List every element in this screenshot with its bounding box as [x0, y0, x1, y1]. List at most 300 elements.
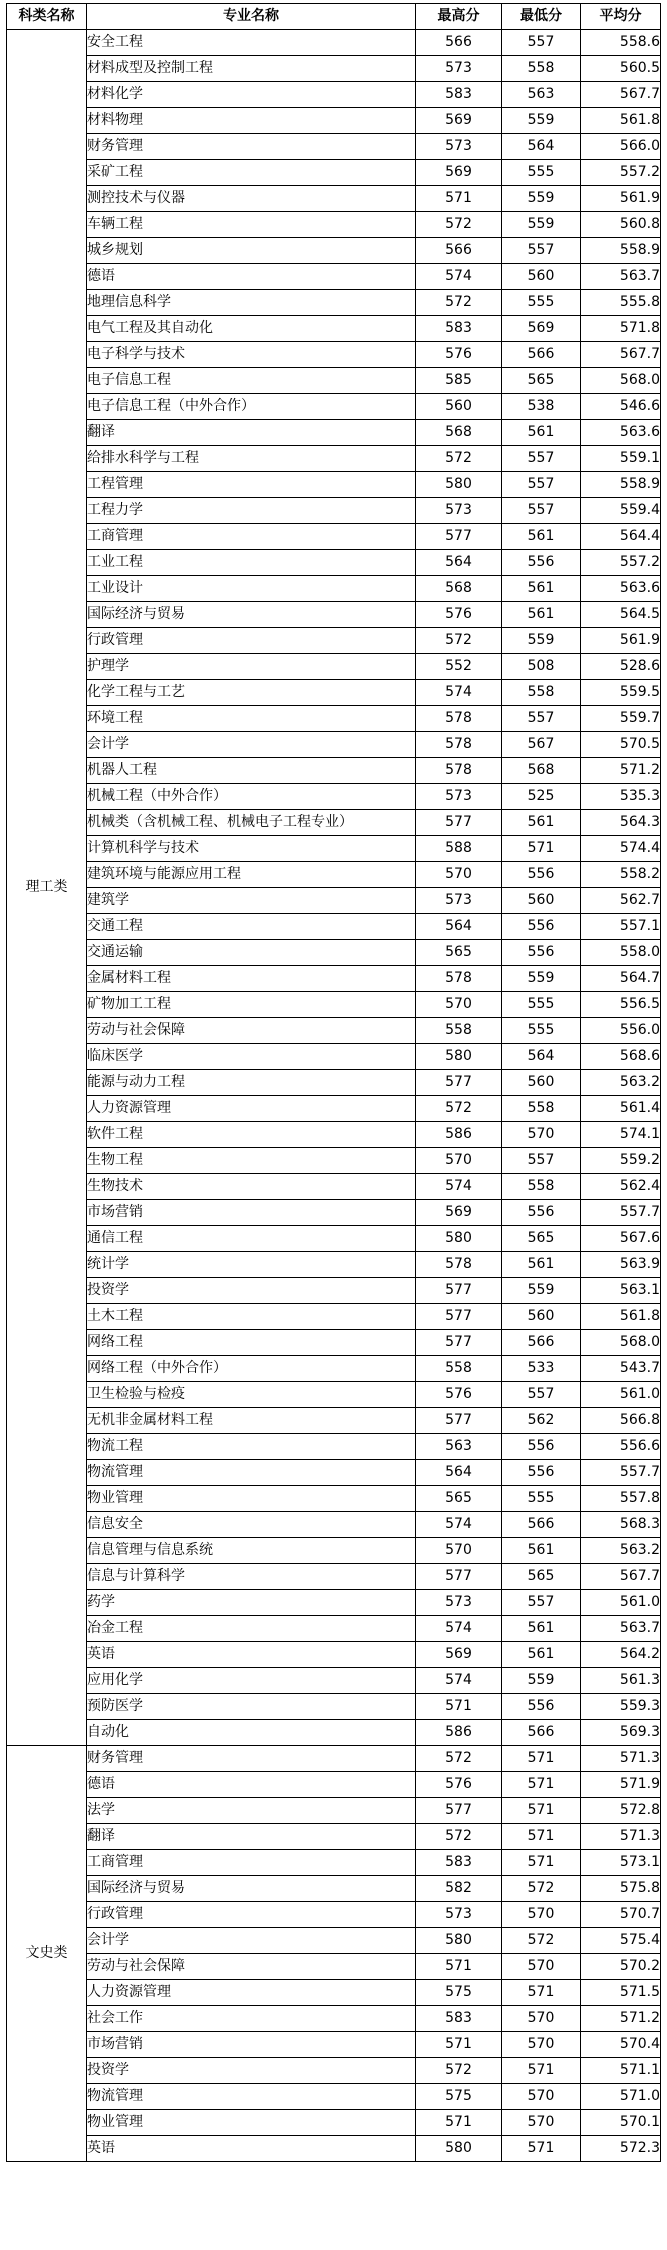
max-score-cell: 568	[416, 420, 502, 446]
table-row	[7, 2084, 661, 2110]
avg-score-cell: 561.8	[581, 1304, 661, 1330]
table-row	[7, 1356, 661, 1382]
max-score-cell: 564	[416, 914, 502, 940]
min-score-cell: 508	[502, 654, 581, 680]
table-row	[7, 940, 661, 966]
avg-score-cell: 561.4	[581, 1096, 661, 1122]
major-name-cell: 投资学	[87, 2058, 416, 2084]
major-name-cell: 工程管理	[87, 472, 416, 498]
avg-score-cell: 569.3	[581, 1720, 661, 1746]
header-row	[7, 4, 661, 30]
min-score-cell: 557	[502, 472, 581, 498]
major-name-cell: 国际经济与贸易	[87, 602, 416, 628]
min-score-cell: 556	[502, 1200, 581, 1226]
max-score-cell: 575	[416, 2084, 502, 2110]
major-name-cell: 软件工程	[87, 1122, 416, 1148]
major-name-cell: 人力资源管理	[87, 1096, 416, 1122]
max-score-cell: 578	[416, 966, 502, 992]
table-row	[7, 1174, 661, 1200]
avg-score-cell: 555.8	[581, 290, 661, 316]
avg-score-cell: 567.6	[581, 1226, 661, 1252]
avg-score-cell: 557.7	[581, 1200, 661, 1226]
avg-score-cell: 563.7	[581, 264, 661, 290]
max-score-cell: 558	[416, 1356, 502, 1382]
avg-score-cell: 563.1	[581, 1278, 661, 1304]
avg-score-cell: 559.4	[581, 498, 661, 524]
max-score-cell: 577	[416, 810, 502, 836]
avg-score-cell: 571.2	[581, 758, 661, 784]
min-score-cell: 565	[502, 1564, 581, 1590]
avg-score-cell: 571.3	[581, 1746, 661, 1772]
table-row	[7, 1746, 661, 1772]
avg-score-cell: 535.3	[581, 784, 661, 810]
max-score-cell: 577	[416, 1070, 502, 1096]
min-score-cell: 568	[502, 758, 581, 784]
min-score-cell: 559	[502, 1668, 581, 1694]
max-score-cell: 563	[416, 1434, 502, 1460]
max-score-cell: 588	[416, 836, 502, 862]
major-name-cell: 市场营销	[87, 2032, 416, 2058]
min-score-cell: 559	[502, 212, 581, 238]
major-name-cell: 劳动与社会保障	[87, 1954, 416, 1980]
max-score-cell: 572	[416, 290, 502, 316]
table-row	[7, 1070, 661, 1096]
table-row	[7, 1642, 661, 1668]
major-name-cell: 劳动与社会保障	[87, 1018, 416, 1044]
max-score-cell: 573	[416, 498, 502, 524]
max-score-cell: 569	[416, 108, 502, 134]
max-score-cell: 572	[416, 446, 502, 472]
min-score-cell: 567	[502, 732, 581, 758]
major-name-cell: 翻译	[87, 420, 416, 446]
major-name-cell: 能源与动力工程	[87, 1070, 416, 1096]
table-row	[7, 1850, 661, 1876]
avg-score-cell: 563.6	[581, 576, 661, 602]
table-row	[7, 914, 661, 940]
max-score-cell: 583	[416, 82, 502, 108]
major-name-cell: 行政管理	[87, 628, 416, 654]
avg-score-cell: 563.6	[581, 420, 661, 446]
avg-score-cell: 564.7	[581, 966, 661, 992]
table-row	[7, 264, 661, 290]
major-name-cell: 网络工程（中外合作）	[87, 1356, 416, 1382]
min-score-cell: 566	[502, 1512, 581, 1538]
admission-score-table	[6, 3, 661, 2162]
min-score-cell: 556	[502, 862, 581, 888]
table-row	[7, 2058, 661, 2084]
table-row	[7, 30, 661, 56]
major-name-cell: 车辆工程	[87, 212, 416, 238]
max-score-cell: 565	[416, 1486, 502, 1512]
major-name-cell: 安全工程	[87, 30, 416, 56]
max-score-cell: 573	[416, 888, 502, 914]
min-score-cell: 561	[502, 1616, 581, 1642]
min-score-cell: 561	[502, 810, 581, 836]
min-score-cell: 557	[502, 498, 581, 524]
table-row	[7, 1590, 661, 1616]
major-name-cell: 电子信息工程（中外合作）	[87, 394, 416, 420]
max-score-cell: 578	[416, 758, 502, 784]
avg-score-cell: 560.8	[581, 212, 661, 238]
table-row	[7, 992, 661, 1018]
major-name-cell: 环境工程	[87, 706, 416, 732]
max-score-cell: 573	[416, 134, 502, 160]
max-score-cell: 580	[416, 472, 502, 498]
major-name-cell: 物流管理	[87, 1460, 416, 1486]
major-name-cell: 财务管理	[87, 1746, 416, 1772]
avg-score-cell: 528.6	[581, 654, 661, 680]
avg-score-cell: 557.2	[581, 550, 661, 576]
major-name-cell: 土木工程	[87, 1304, 416, 1330]
avg-score-cell: 570.1	[581, 2110, 661, 2136]
max-score-cell: 570	[416, 1148, 502, 1174]
avg-score-cell: 564.3	[581, 810, 661, 836]
max-score-cell: 569	[416, 1642, 502, 1668]
max-score-cell: 552	[416, 654, 502, 680]
avg-score-cell: 556.6	[581, 1434, 661, 1460]
min-score-cell: 570	[502, 1954, 581, 1980]
table-row	[7, 1902, 661, 1928]
table-row	[7, 1200, 661, 1226]
category-cell: 理工类	[7, 30, 87, 1746]
major-name-cell: 统计学	[87, 1252, 416, 1278]
table-row	[7, 1798, 661, 1824]
max-score-cell: 577	[416, 1408, 502, 1434]
major-name-cell: 市场营销	[87, 1200, 416, 1226]
max-score-cell: 576	[416, 1382, 502, 1408]
major-name-cell: 网络工程	[87, 1330, 416, 1356]
table-row	[7, 1148, 661, 1174]
table-row	[7, 1460, 661, 1486]
table-row	[7, 1876, 661, 1902]
max-score-cell: 578	[416, 1252, 502, 1278]
min-score-cell: 572	[502, 1876, 581, 1902]
table-row	[7, 706, 661, 732]
major-name-cell: 信息管理与信息系统	[87, 1538, 416, 1564]
avg-score-cell: 570.7	[581, 1902, 661, 1928]
min-score-cell: 563	[502, 82, 581, 108]
avg-score-cell: 572.3	[581, 2136, 661, 2162]
table-row	[7, 862, 661, 888]
avg-score-cell: 566.0	[581, 134, 661, 160]
min-score-cell: 560	[502, 264, 581, 290]
min-score-cell: 561	[502, 1538, 581, 1564]
max-score-cell: 577	[416, 1304, 502, 1330]
major-name-cell: 矿物加工工程	[87, 992, 416, 1018]
min-score-cell: 572	[502, 1928, 581, 1954]
max-score-cell: 576	[416, 1772, 502, 1798]
max-score-cell: 571	[416, 2032, 502, 2058]
header-max-score: 最高分	[416, 4, 502, 30]
min-score-cell: 561	[502, 1642, 581, 1668]
min-score-cell: 569	[502, 316, 581, 342]
min-score-cell: 571	[502, 1746, 581, 1772]
min-score-cell: 556	[502, 1434, 581, 1460]
min-score-cell: 566	[502, 1330, 581, 1356]
min-score-cell: 565	[502, 368, 581, 394]
max-score-cell: 580	[416, 1226, 502, 1252]
min-score-cell: 559	[502, 186, 581, 212]
major-name-cell: 工业设计	[87, 576, 416, 602]
avg-score-cell: 568.0	[581, 368, 661, 394]
min-score-cell: 571	[502, 1980, 581, 2006]
avg-score-cell: 561.8	[581, 108, 661, 134]
major-name-cell: 地理信息科学	[87, 290, 416, 316]
min-score-cell: 571	[502, 1772, 581, 1798]
major-name-cell: 生物技术	[87, 1174, 416, 1200]
major-name-cell: 预防医学	[87, 1694, 416, 1720]
major-name-cell: 信息安全	[87, 1512, 416, 1538]
major-name-cell: 翻译	[87, 1824, 416, 1850]
min-score-cell: 571	[502, 1850, 581, 1876]
avg-score-cell: 571.2	[581, 2006, 661, 2032]
max-score-cell: 576	[416, 342, 502, 368]
header-category: 科类名称	[7, 4, 87, 30]
major-name-cell: 给排水科学与工程	[87, 446, 416, 472]
min-score-cell: 556	[502, 550, 581, 576]
min-score-cell: 561	[502, 420, 581, 446]
avg-score-cell: 561.3	[581, 1668, 661, 1694]
max-score-cell: 583	[416, 2006, 502, 2032]
min-score-cell: 559	[502, 628, 581, 654]
table-row	[7, 134, 661, 160]
min-score-cell: 559	[502, 966, 581, 992]
max-score-cell: 574	[416, 1512, 502, 1538]
major-name-cell: 化学工程与工艺	[87, 680, 416, 706]
max-score-cell: 580	[416, 2136, 502, 2162]
max-score-cell: 580	[416, 1044, 502, 1070]
avg-score-cell: 561.0	[581, 1382, 661, 1408]
min-score-cell: 533	[502, 1356, 581, 1382]
major-name-cell: 物业管理	[87, 1486, 416, 1512]
min-score-cell: 559	[502, 108, 581, 134]
table-row	[7, 1434, 661, 1460]
min-score-cell: 571	[502, 2058, 581, 2084]
major-name-cell: 会计学	[87, 732, 416, 758]
avg-score-cell: 557.7	[581, 1460, 661, 1486]
max-score-cell: 569	[416, 1200, 502, 1226]
max-score-cell: 580	[416, 1928, 502, 1954]
max-score-cell: 572	[416, 2058, 502, 2084]
min-score-cell: 558	[502, 1096, 581, 1122]
avg-score-cell: 559.5	[581, 680, 661, 706]
min-score-cell: 571	[502, 1798, 581, 1824]
major-name-cell: 临床医学	[87, 1044, 416, 1070]
avg-score-cell: 568.6	[581, 1044, 661, 1070]
table-row	[7, 810, 661, 836]
table-row	[7, 316, 661, 342]
avg-score-cell: 564.4	[581, 524, 661, 550]
major-name-cell: 金属材料工程	[87, 966, 416, 992]
table-row	[7, 56, 661, 82]
table-row	[7, 1720, 661, 1746]
max-score-cell: 573	[416, 784, 502, 810]
major-name-cell: 国际经济与贸易	[87, 1876, 416, 1902]
max-score-cell: 564	[416, 550, 502, 576]
major-name-cell: 卫生检验与检疫	[87, 1382, 416, 1408]
min-score-cell: 565	[502, 1226, 581, 1252]
table-row	[7, 628, 661, 654]
avg-score-cell: 558.6	[581, 30, 661, 56]
major-name-cell: 工商管理	[87, 1850, 416, 1876]
max-score-cell: 573	[416, 1590, 502, 1616]
min-score-cell: 561	[502, 602, 581, 628]
avg-score-cell: 571.1	[581, 2058, 661, 2084]
avg-score-cell: 573.1	[581, 1850, 661, 1876]
min-score-cell: 556	[502, 1460, 581, 1486]
min-score-cell: 557	[502, 446, 581, 472]
table-row	[7, 1512, 661, 1538]
major-name-cell: 采矿工程	[87, 160, 416, 186]
avg-score-cell: 571.5	[581, 1980, 661, 2006]
table-row	[7, 1044, 661, 1070]
avg-score-cell: 574.4	[581, 836, 661, 862]
table-row	[7, 654, 661, 680]
max-score-cell: 569	[416, 160, 502, 186]
min-score-cell: 570	[502, 2110, 581, 2136]
max-score-cell: 577	[416, 1798, 502, 1824]
max-score-cell: 574	[416, 1668, 502, 1694]
avg-score-cell: 564.2	[581, 1642, 661, 1668]
max-score-cell: 566	[416, 238, 502, 264]
max-score-cell: 585	[416, 368, 502, 394]
max-score-cell: 571	[416, 186, 502, 212]
major-name-cell: 法学	[87, 1798, 416, 1824]
header-major: 专业名称	[87, 4, 416, 30]
major-name-cell: 药学	[87, 1590, 416, 1616]
table-row	[7, 888, 661, 914]
min-score-cell: 557	[502, 706, 581, 732]
table-row	[7, 2136, 661, 2162]
avg-score-cell: 575.8	[581, 1876, 661, 1902]
max-score-cell: 574	[416, 1174, 502, 1200]
major-name-cell: 电子科学与技术	[87, 342, 416, 368]
max-score-cell: 572	[416, 212, 502, 238]
max-score-cell: 577	[416, 1564, 502, 1590]
major-name-cell: 材料化学	[87, 82, 416, 108]
table-row	[7, 1018, 661, 1044]
table-row	[7, 342, 661, 368]
avg-score-cell: 563.2	[581, 1538, 661, 1564]
min-score-cell: 560	[502, 1070, 581, 1096]
header-min-score: 最低分	[502, 4, 581, 30]
table-row	[7, 758, 661, 784]
min-score-cell: 570	[502, 1902, 581, 1928]
major-name-cell: 材料成型及控制工程	[87, 56, 416, 82]
avg-score-cell: 561.9	[581, 628, 661, 654]
max-score-cell: 572	[416, 1746, 502, 1772]
major-name-cell: 英语	[87, 1642, 416, 1668]
major-name-cell: 建筑学	[87, 888, 416, 914]
avg-score-cell: 559.3	[581, 1694, 661, 1720]
avg-score-cell: 566.8	[581, 1408, 661, 1434]
avg-score-cell: 563.9	[581, 1252, 661, 1278]
major-name-cell: 社会工作	[87, 2006, 416, 2032]
major-name-cell: 建筑环境与能源应用工程	[87, 862, 416, 888]
min-score-cell: 557	[502, 1590, 581, 1616]
max-score-cell: 573	[416, 1902, 502, 1928]
major-name-cell: 英语	[87, 2136, 416, 2162]
max-score-cell: 571	[416, 2110, 502, 2136]
min-score-cell: 557	[502, 238, 581, 264]
table-row	[7, 1486, 661, 1512]
avg-score-cell: 558.0	[581, 940, 661, 966]
max-score-cell: 572	[416, 1824, 502, 1850]
avg-score-cell: 558.9	[581, 238, 661, 264]
table-row	[7, 784, 661, 810]
min-score-cell: 556	[502, 940, 581, 966]
max-score-cell: 576	[416, 602, 502, 628]
table-row	[7, 1538, 661, 1564]
max-score-cell: 577	[416, 524, 502, 550]
min-score-cell: 555	[502, 992, 581, 1018]
max-score-cell: 568	[416, 576, 502, 602]
max-score-cell: 574	[416, 264, 502, 290]
avg-score-cell: 558.9	[581, 472, 661, 498]
min-score-cell: 558	[502, 1174, 581, 1200]
min-score-cell: 564	[502, 1044, 581, 1070]
avg-score-cell: 561.0	[581, 1590, 661, 1616]
max-score-cell: 565	[416, 940, 502, 966]
max-score-cell: 582	[416, 1876, 502, 1902]
max-score-cell: 572	[416, 1096, 502, 1122]
major-name-cell: 通信工程	[87, 1226, 416, 1252]
major-name-cell: 德语	[87, 264, 416, 290]
max-score-cell: 571	[416, 1694, 502, 1720]
avg-score-cell: 559.7	[581, 706, 661, 732]
min-score-cell: 570	[502, 2084, 581, 2110]
major-name-cell: 护理学	[87, 654, 416, 680]
table-row	[7, 732, 661, 758]
major-name-cell: 机械类（含机械工程、机械电子工程专业）	[87, 810, 416, 836]
avg-score-cell: 559.1	[581, 446, 661, 472]
table-row	[7, 186, 661, 212]
category-cell: 文史类	[7, 1746, 87, 2162]
avg-score-cell: 546.6	[581, 394, 661, 420]
major-name-cell: 物流管理	[87, 2084, 416, 2110]
table-row	[7, 1668, 661, 1694]
table-row	[7, 1226, 661, 1252]
min-score-cell: 555	[502, 1018, 581, 1044]
min-score-cell: 560	[502, 888, 581, 914]
max-score-cell: 571	[416, 1954, 502, 1980]
max-score-cell: 564	[416, 1460, 502, 1486]
table-row	[7, 1954, 661, 1980]
avg-score-cell: 562.7	[581, 888, 661, 914]
major-name-cell: 德语	[87, 1772, 416, 1798]
avg-score-cell: 557.1	[581, 914, 661, 940]
max-score-cell: 574	[416, 680, 502, 706]
table-body	[7, 4, 661, 2162]
max-score-cell: 578	[416, 732, 502, 758]
major-name-cell: 工商管理	[87, 524, 416, 550]
avg-score-cell: 570.4	[581, 2032, 661, 2058]
major-name-cell: 城乡规划	[87, 238, 416, 264]
min-score-cell: 557	[502, 1148, 581, 1174]
major-name-cell: 机械工程（中外合作）	[87, 784, 416, 810]
min-score-cell: 571	[502, 2136, 581, 2162]
table-row	[7, 160, 661, 186]
major-name-cell: 计算机科学与技术	[87, 836, 416, 862]
major-name-cell: 人力资源管理	[87, 1980, 416, 2006]
min-score-cell: 557	[502, 1382, 581, 1408]
min-score-cell: 566	[502, 1720, 581, 1746]
min-score-cell: 557	[502, 30, 581, 56]
avg-score-cell: 571.0	[581, 2084, 661, 2110]
min-score-cell: 558	[502, 680, 581, 706]
max-score-cell: 560	[416, 394, 502, 420]
header-avg-score: 平均分	[581, 4, 661, 30]
